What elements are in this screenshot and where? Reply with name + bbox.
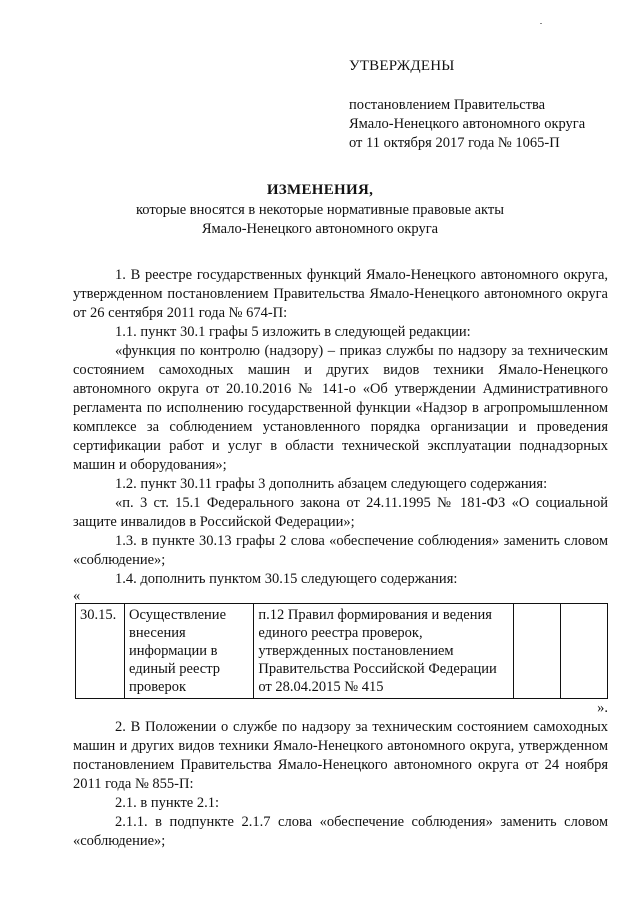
approval-stamp-title: УТВЕРЖДЕНЫ [349,58,455,74]
paragraph-1-4: 1.4. дополнить пунктом 30.15 следующего содержания: [115,571,458,587]
paragraph-1-2: 1.2. пункт 30.11 графы 3 дополнить абзацем следующего содержания: [115,476,548,492]
paragraph-1-1: 1.1. пункт 30.1 графы 5 изложить в следующей редакции: [115,324,471,340]
table-cell-number: 30.15. [76,604,125,699]
approval-line: от 11 октября 2017 года № 1065-П [349,135,560,151]
approval-details [349,96,585,153]
document-body [73,266,608,851]
approval-line: постановлением Правительства [349,97,546,113]
approval-line: Ямало-Ненецкого автономного округа [349,116,586,132]
paragraph-2: 2. В Положении о службе по надзору за техническим состоянием самоходных машин и других видов техники Ямало-Ненецкого автономного округа, утвержденном постановлением Правительства Ямало-Ненецкого автономного округа от 24 ноября 2011 года № 855-П: [73,719,608,792]
open-quote: « [73,588,81,604]
table-cell-function: Осуществление внесения информации в единый реестр проверок [125,604,254,699]
paragraph-1: 1. В реестре государственных функций Ямало-Ненецкого автономного округа, утвержденном постановлением Правительства Ямало-Ненецкого автономного округа от 26 сентября 2011 года № 674-П: [73,267,608,321]
changes-table [75,603,608,699]
table-cell-empty [514,604,561,699]
close-quote: ». [597,700,608,716]
table-row [76,604,608,699]
scan-speck [540,23,542,24]
paragraph-1-1-text: «функция по контролю (надзору) – приказ службы по надзору за техническим состоянием самоходных машин и других видов техники Ямало-Ненецкого автономного округа от 20.10.2016 № 141-о «Об утверждении Административного регламента по исполнению государственной функции «Надзор в агропромышленном комплексе за соблюдением установленного порядка организации и проведения сертификации работ и услуг в области технической эксплуатации поднадзорных машин и оборудования»; [73,343,608,473]
document-title: ИЗМЕНЕНИЯ, [266,182,374,198]
subtitle-line: которые вносятся в некоторые нормативные правовые акты [135,202,504,218]
table-cell-basis: п.12 Правил формирования и ведения единого реестра проверок, утвержденных постановлением Правительства Российской Федерации от 28.04.2015 № 415 [254,604,514,699]
table-cell-empty [561,604,608,699]
paragraph-1-2-text: «п. 3 ст. 15.1 Федерального закона от 24.11.1995 № 181-ФЗ «О социальной защите инвалидов в Российской Федерации»; [73,495,608,530]
subtitle-line: Ямало-Ненецкого автономного округа [201,221,439,237]
paragraph-2-1-1: 2.1.1. в подпункте 2.1.7 слова «обеспечение соблюдения» заменить словом «соблюдение»; [73,814,608,849]
paragraph-1-3: 1.3. в пункте 30.13 графы 2 слова «обеспечение соблюдения» заменить словом «соблюдение»; [73,533,608,568]
document-subtitle [0,201,640,239]
paragraph-2-1: 2.1. в пункте 2.1: [115,795,220,811]
